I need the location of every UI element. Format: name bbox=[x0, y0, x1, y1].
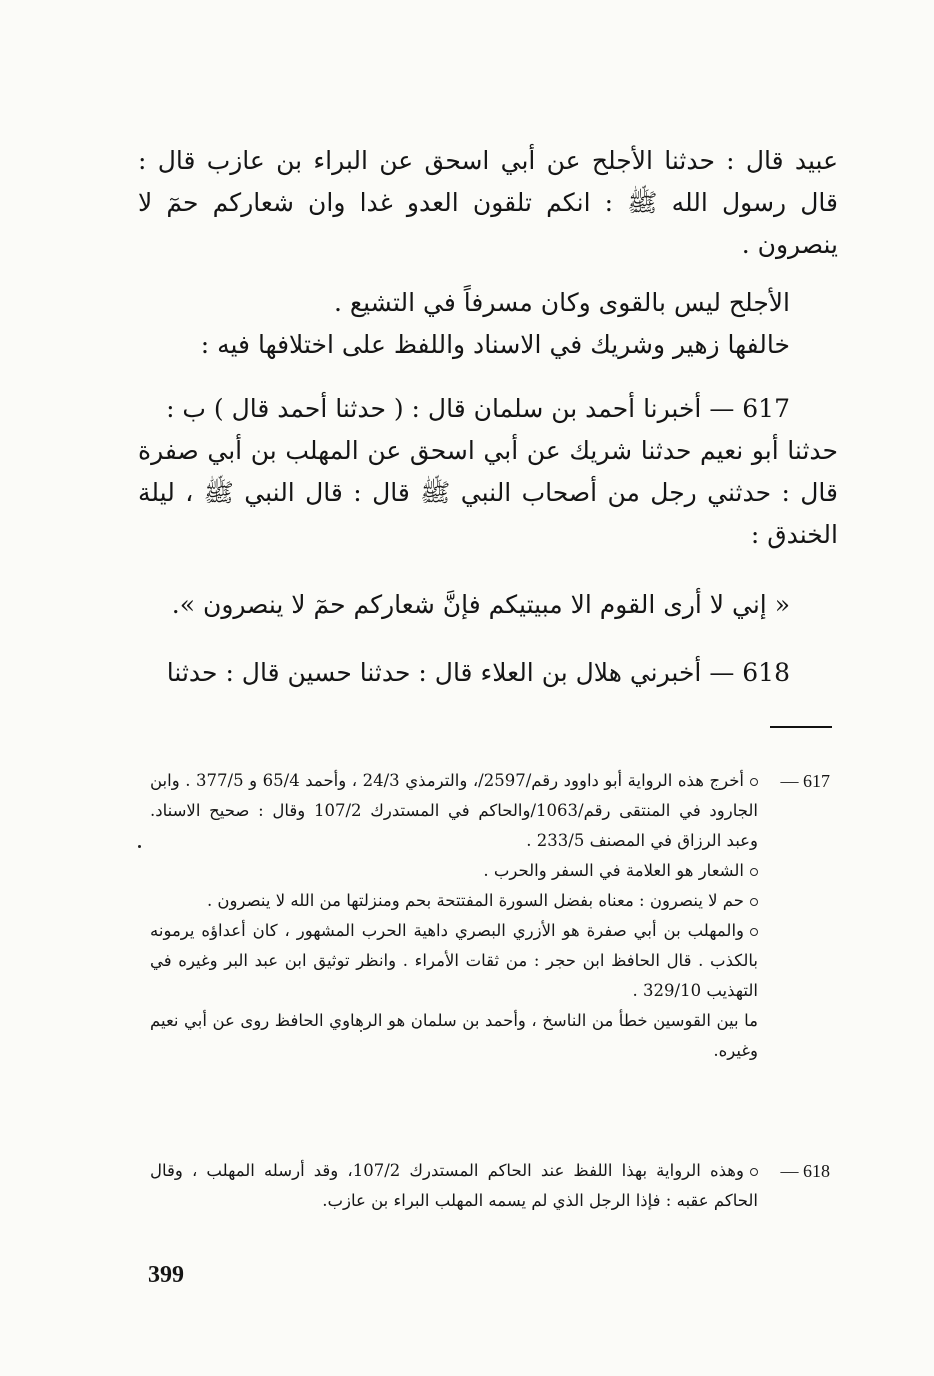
footnote-617 bbox=[150, 766, 830, 1066]
paragraph-1: عبيد قال : حدثنا الأجلح عن أبي اسحق عن البراء بن عازب قال : قال رسول الله ﷺ : انكم تلقون العدو غدا وان شعاركم حمٓ لا ينصرون . bbox=[138, 146, 838, 259]
footnote-617-note: الشعار هو العلامة في السفر والحرب . bbox=[150, 856, 758, 886]
note-marker-icon bbox=[750, 778, 758, 786]
footnote-618 bbox=[150, 1156, 830, 1216]
hadith-617-quote: « إني لا أرى القوم الا مبيتيكم فإنَّ شعاركم حمٓ لا ينصرون ». bbox=[171, 590, 790, 619]
hadith-617-heading: 617 — أخبرنا أحمد بن سلمان قال : ( حدثنا أحمد قال ) ب : bbox=[166, 394, 790, 423]
footnote-617-label: 617 — bbox=[780, 771, 830, 791]
footnote-divider bbox=[770, 726, 832, 728]
footnote-617-extra: ما بين القوسين خطأ من الناسخ ، وأحمد بن سلمان هو الرهاوي الحافظ روى عن أبي نعيم وغيره. bbox=[150, 1011, 758, 1060]
ink-speck bbox=[138, 845, 141, 848]
footnote-617-sources: أخرج هذه الرواية أبو داوود رقم/2597/، والترمذي 24/3 ، وأحمد 65/4 و 377/5 . وابن الجارود في المنتقى رقم/1063/والحاكم في المستدرك 107/2 وقال : صحيح الاسناد. وعبد الرزاق في المصنف 233/5 . bbox=[150, 771, 758, 850]
paragraph-3: خالفها زهير وشريك في الاسناد واللفظ على اختلافها فيه : bbox=[200, 330, 790, 359]
hadith-617-text: حدثنا أبو نعيم حدثنا شريك عن أبي اسحق عن المهلب بن أبي صفرة قال : حدثني رجل من أصحاب النبي ﷺ قال : قال النبي ﷺ ، ليلة الخندق : bbox=[138, 436, 838, 549]
hadith-618-heading: 618 — أخبرني هلال بن العلاء قال : حدثنا حسين قال : حدثنا bbox=[166, 658, 790, 687]
main-text bbox=[138, 140, 838, 694]
footnote-618-text: وهذه الرواية بهذا اللفظ عند الحاكم المستدرك 107/2، وقد أرسله المهلب ، وقال الحاكم عقبه : فإذا الرجل الذي لم يسمه المهلب البراء بن عازب. bbox=[150, 1161, 758, 1210]
ink-speck bbox=[360, 1030, 362, 1032]
note-marker-icon bbox=[750, 928, 758, 936]
note-marker-icon bbox=[750, 868, 758, 876]
paragraph-2: الأجلح ليس بالقوى وكان مسرفاً في التشيع . bbox=[333, 288, 790, 317]
footnote-618-label: 618 — bbox=[780, 1161, 830, 1181]
footnote-617-note: والمهلب بن أبي صفرة هو الأزري البصري داهية الحرب المشهور ، كان أعداؤه يرمونه بالكذب . قال الحافظ ابن حجر : من ثقات الأمراء . وانظر توثيق ابن عبد البر وغيره في التهذيب 329/10 . bbox=[150, 921, 758, 1000]
note-marker-icon bbox=[750, 1168, 758, 1176]
page-number: 399 bbox=[148, 1262, 184, 1288]
note-marker-icon bbox=[750, 898, 758, 906]
footnote-617-note: حم لا ينصرون : معناه بفضل السورة المفتتحة بحم ومنزلتها من الله لا ينصرون . bbox=[150, 886, 758, 916]
